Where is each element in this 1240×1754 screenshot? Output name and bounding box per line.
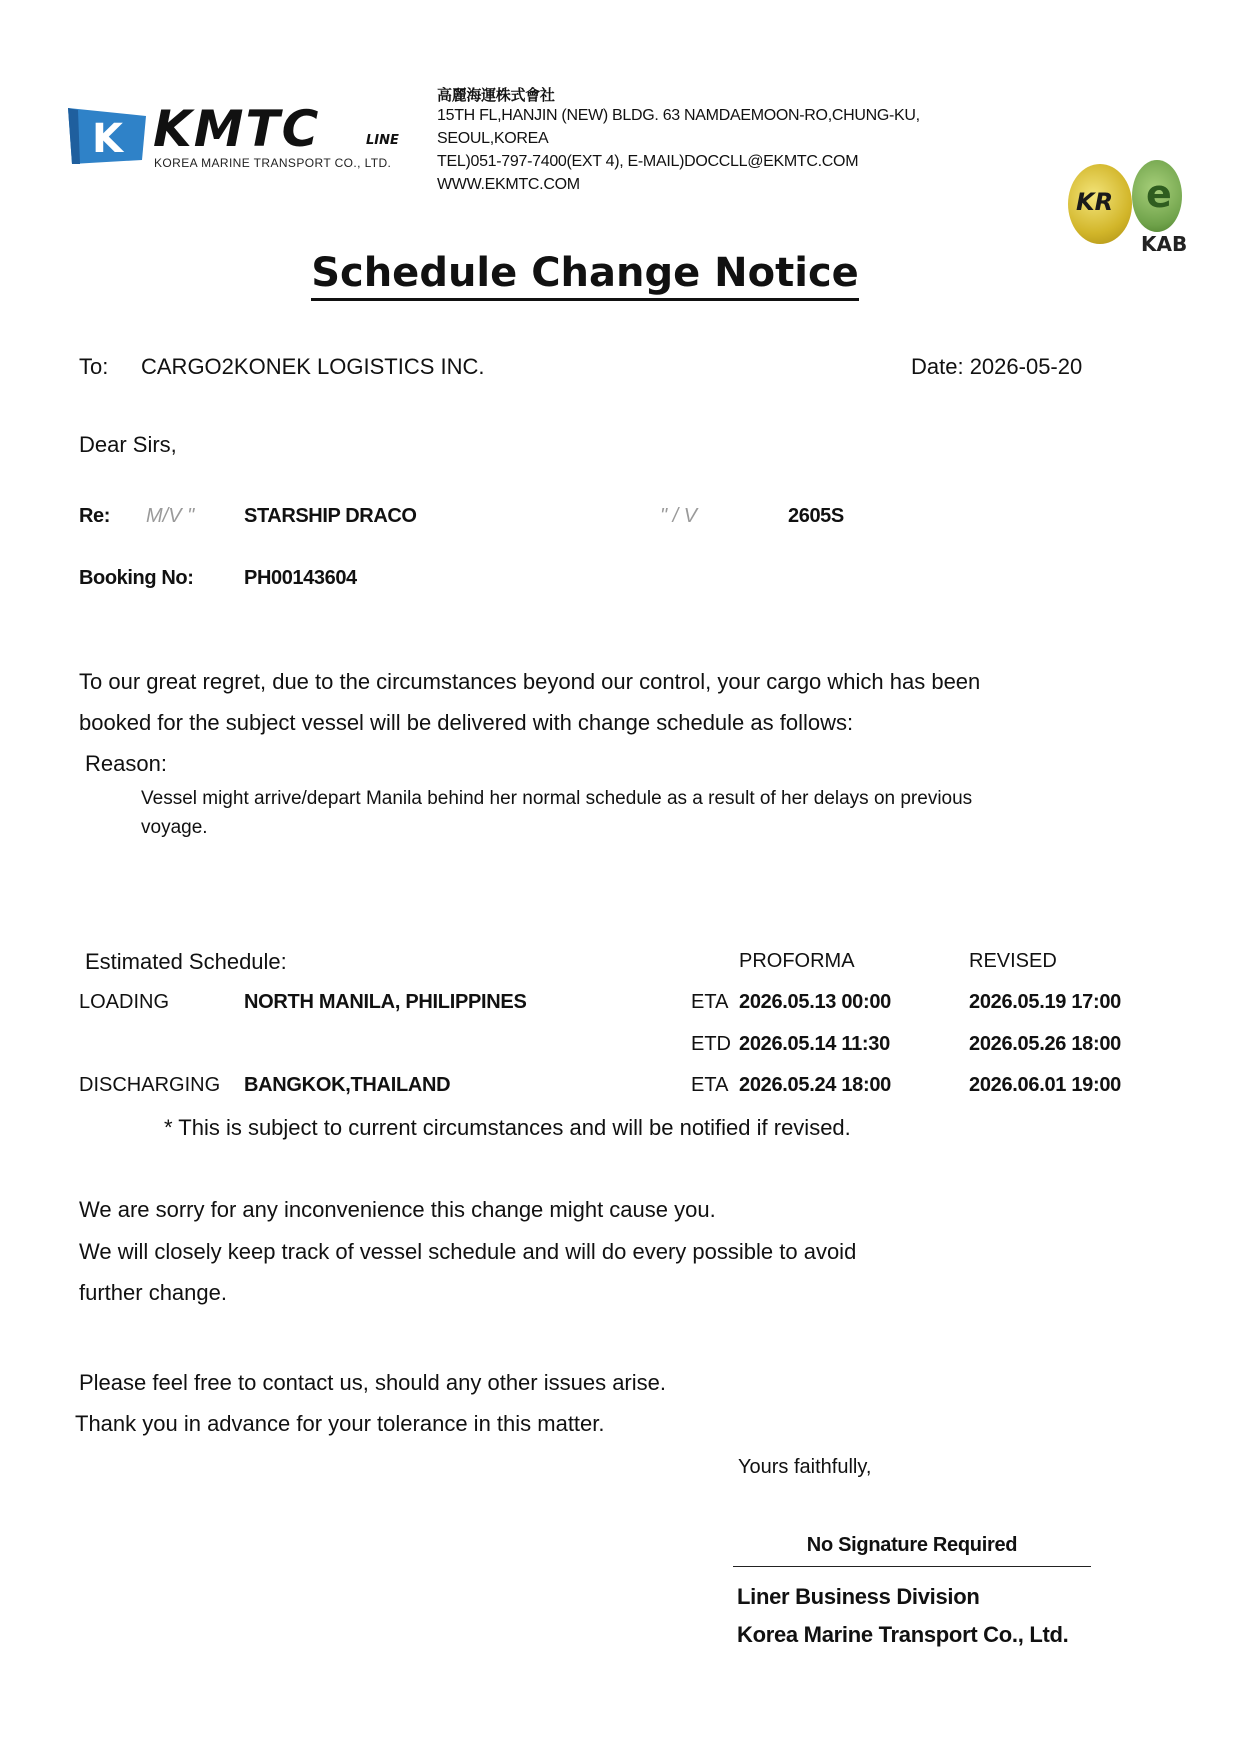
date-text: Date: 2026-05-20 xyxy=(911,354,1083,379)
division-name: Liner Business Division xyxy=(737,1584,980,1609)
revised-header: REVISED xyxy=(969,950,1057,972)
salutation: Dear Sirs, xyxy=(79,432,177,457)
website-line: WWW.EKMTC.COM xyxy=(437,176,580,193)
schedule-revised: 2026.06.01 19:00 xyxy=(969,1074,1122,1096)
booking-number: PH00143604 xyxy=(244,567,357,589)
schedule-type: DISCHARGING xyxy=(79,1074,221,1096)
re-label: Re: xyxy=(79,505,111,527)
schedule-revised: 2026.05.19 17:00 xyxy=(969,991,1122,1013)
schedule-proforma: 2026.05.24 18:00 xyxy=(739,1074,892,1096)
schedule-note: * This is subject to current circumstances and will be notified if revised. xyxy=(164,1115,851,1140)
page-title: Schedule Change Notice xyxy=(0,250,1170,296)
schedule-event: ETD xyxy=(691,1033,731,1055)
contact-line-1: Please feel free to contact us, should any other issues arise. xyxy=(79,1370,666,1395)
to-value: CARGO2KONEK LOGISTICS INC. xyxy=(141,354,485,379)
voyage-label: " / V xyxy=(660,505,698,527)
schedule-type: LOADING xyxy=(79,991,170,1013)
schedule-event: ETA xyxy=(691,991,729,1013)
e-badge-text: e xyxy=(1146,172,1172,216)
address-line-2: SEOUL,KOREA xyxy=(437,130,549,147)
certification-badges xyxy=(1068,160,1188,260)
schedule-proforma: 2026.05.14 11:30 xyxy=(739,1033,890,1055)
schedule-heading: Estimated Schedule: xyxy=(85,949,287,974)
company-logo xyxy=(66,100,431,180)
flag-icon xyxy=(66,106,150,168)
logo-subtitle: KOREA MARINE TRANSPORT CO., LTD. xyxy=(154,156,392,170)
body-line-1: To our great regret, due to the circumstances beyond our control, your cargo which has been xyxy=(79,669,981,694)
schedule-proforma: 2026.05.13 00:00 xyxy=(739,991,892,1013)
signoff: Yours faithfully, xyxy=(738,1456,872,1478)
schedule-event: ETA xyxy=(691,1074,729,1096)
company-name: Korea Marine Transport Co., Ltd. xyxy=(737,1622,1069,1647)
closing-line-2: We will closely keep track of vessel schedule and will do every possible to avoid xyxy=(79,1239,857,1264)
signature-text: No Signature Required xyxy=(806,1534,1018,1556)
body-line-2: booked for the subject vessel will be delivered with change schedule as follows: xyxy=(79,710,854,735)
signature-line xyxy=(733,1566,1091,1567)
booking-label: Booking No: xyxy=(79,567,194,589)
reason-label: Reason: xyxy=(85,751,167,776)
schedule-revised: 2026.05.26 18:00 xyxy=(969,1033,1122,1055)
vessel-name: STARSHIP DRACO xyxy=(244,505,417,527)
schedule-port: BANGKOK,THAILAND xyxy=(244,1074,451,1096)
schedule-port: NORTH MANILA, PHILIPPINES xyxy=(244,991,527,1013)
kr-badge-text: KR xyxy=(1076,188,1114,216)
reason-line-1: Vessel might arrive/depart Manila behind her normal schedule as a result of her delays on previous xyxy=(141,788,973,809)
to-label: To: xyxy=(79,354,109,379)
logo-line-word: LINE xyxy=(366,133,399,148)
closing-line-3: further change. xyxy=(79,1280,227,1305)
flag-letter: K xyxy=(92,116,123,162)
contact-line: TEL)051-797-7400(EXT 4), E-MAIL)DOCCLL@EKMTC.COM xyxy=(437,153,859,170)
contact-line-2: Thank you in advance for your tolerance in this matter. xyxy=(75,1411,605,1436)
logo-wordmark: KMTC xyxy=(153,100,321,158)
proforma-header: PROFORMA xyxy=(739,950,855,972)
company-name-korean: 高麗海運株式會社 xyxy=(437,86,555,104)
reason-line-2: voyage. xyxy=(141,817,208,838)
closing-line-1: We are sorry for any inconvenience this change might cause you. xyxy=(79,1197,716,1222)
voyage-number: 2605S xyxy=(788,505,844,527)
kab-badge-text: KAB xyxy=(1141,232,1188,256)
address-line-1: 15TH FL,HANJIN (NEW) BLDG. 63 NAMDAEMOON-RO,CHUNG-KU, xyxy=(437,107,920,124)
mv-label: M/V " xyxy=(146,505,195,527)
